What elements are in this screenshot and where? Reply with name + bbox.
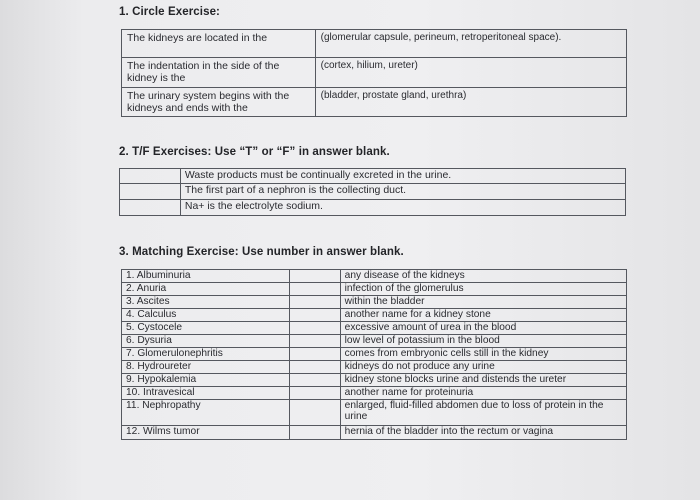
table-row — [122, 400, 627, 426]
definition-cell: kidney stone blocks urine and distends the ureter — [340, 374, 626, 387]
answer-blank[interactable] — [289, 296, 340, 309]
term-cell: 10. Intravesical — [122, 387, 290, 400]
term-cell: 9. Hypokalemia — [122, 374, 290, 387]
prompt-cell: The indentation in the side of the kidney is the — [122, 58, 316, 88]
definition-cell: another name for proteinuria — [340, 387, 626, 400]
term-cell: 6. Dysuria — [122, 335, 290, 348]
answer-blank[interactable] — [120, 200, 181, 216]
table-row — [122, 270, 627, 283]
term-cell: 4. Calculus — [122, 309, 290, 322]
choices-cell[interactable]: (cortex, hilium, ureter) — [315, 58, 626, 88]
table-row — [122, 309, 627, 322]
answer-blank[interactable] — [289, 270, 340, 283]
table-row — [120, 184, 626, 200]
table-row — [120, 169, 626, 184]
term-cell: 12. Wilms tumor — [122, 426, 290, 440]
term-cell: 3. Ascites — [122, 296, 290, 309]
definition-cell: comes from embryonic cells still in the kidney — [340, 348, 626, 361]
table-row — [122, 322, 627, 335]
matching-exercise-table — [121, 269, 627, 440]
table-row — [120, 200, 626, 216]
table-row — [122, 348, 627, 361]
answer-blank[interactable] — [289, 309, 340, 322]
term-cell: 8. Hydroureter — [122, 361, 290, 374]
statement-cell: Na+ is the electrolyte sodium. — [180, 200, 625, 216]
tf-exercise-heading: 2. T/F Exercises: Use “T” or “F” in answer blank. — [119, 146, 390, 158]
answer-blank[interactable] — [120, 169, 181, 184]
table-row — [122, 426, 627, 440]
table-row — [122, 374, 627, 387]
answer-blank[interactable] — [289, 283, 340, 296]
answer-blank[interactable] — [289, 387, 340, 400]
term-cell: 5. Cystocele — [122, 322, 290, 335]
tf-exercise-table — [119, 168, 626, 216]
table-row — [122, 296, 627, 309]
prompt-cell: The urinary system begins with the kidneys and ends with the — [122, 88, 316, 117]
definition-cell: any disease of the kidneys — [340, 270, 626, 283]
answer-blank[interactable] — [289, 426, 340, 440]
circle-exercise-heading: 1. Circle Exercise: — [119, 6, 220, 18]
statement-cell: The first part of a nephron is the collecting duct. — [180, 184, 625, 200]
definition-cell: excessive amount of urea in the blood — [340, 322, 626, 335]
definition-cell: kidneys do not produce any urine — [340, 361, 626, 374]
answer-blank[interactable] — [289, 335, 340, 348]
definition-cell: another name for a kidney stone — [340, 309, 626, 322]
definition-cell: low level of potassium in the blood — [340, 335, 626, 348]
table-row — [122, 30, 627, 58]
definition-cell: within the bladder — [340, 296, 626, 309]
table-row — [122, 58, 627, 88]
statement-cell: Waste products must be continually excreted in the urine. — [180, 169, 625, 184]
table-row — [122, 335, 627, 348]
table-row — [122, 387, 627, 400]
table-row — [122, 88, 627, 117]
term-cell: 7. Glomerulonephritis — [122, 348, 290, 361]
answer-blank[interactable] — [289, 348, 340, 361]
definition-cell: hernia of the bladder into the rectum or vagina — [340, 426, 626, 440]
answer-blank[interactable] — [289, 361, 340, 374]
answer-blank[interactable] — [289, 322, 340, 335]
circle-exercise-table — [121, 29, 627, 117]
table-row — [122, 283, 627, 296]
prompt-cell: The kidneys are located in the — [122, 30, 316, 58]
answer-blank[interactable] — [289, 400, 340, 426]
definition-cell: infection of the glomerulus — [340, 283, 626, 296]
term-cell: 11. Nephropathy — [122, 400, 290, 426]
answer-blank[interactable] — [289, 374, 340, 387]
matching-exercise-heading: 3. Matching Exercise: Use number in answer blank. — [119, 246, 404, 258]
answer-blank[interactable] — [120, 184, 181, 200]
term-cell: 1. Albuminuria — [122, 270, 290, 283]
term-cell: 2. Anuria — [122, 283, 290, 296]
choices-cell[interactable]: (glomerular capsule, perineum, retroperitoneal space). — [315, 30, 626, 58]
choices-cell[interactable]: (bladder, prostate gland, urethra) — [315, 88, 626, 117]
table-row — [122, 361, 627, 374]
definition-cell: enlarged, fluid-filled abdomen due to loss of protein in the urine — [340, 400, 626, 426]
